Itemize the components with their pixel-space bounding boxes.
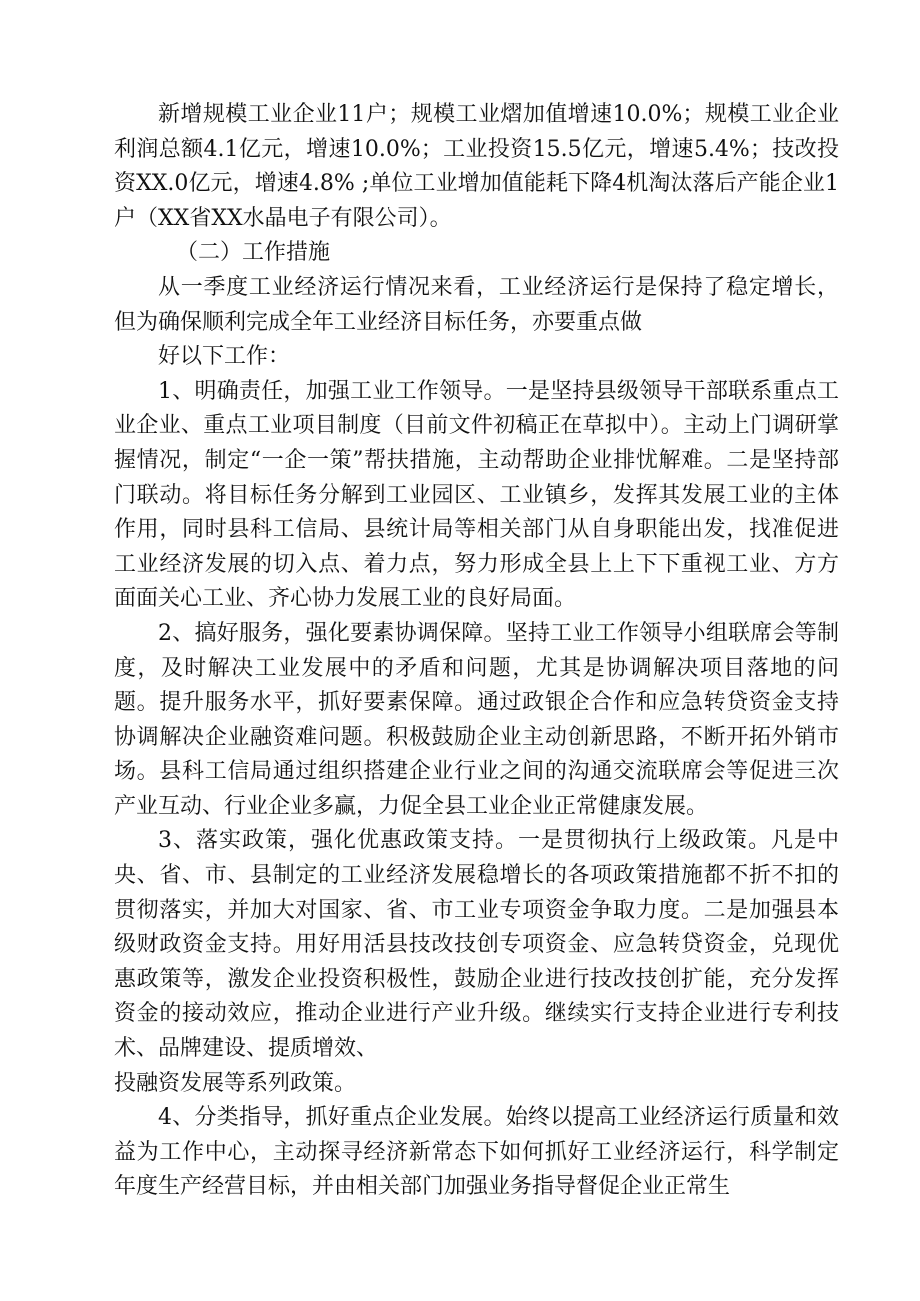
document-body bbox=[114, 98, 839, 1205]
paragraph-overview: 从一季度工业经济运行情况来看，工业经济运行是保持了稳定增长，但为确保顺利完成全年工业经济目标任务，亦要重点做 bbox=[114, 274, 839, 335]
paragraph-targets: 新增规模工业企业11户；规模工业熠加值增速10.0%；规模工业企业利润总额4.1亿元，增速10.0%；工业投资15.5亿元，增速5.4%；技改投资XX.0亿元，增速4.8% ;单位工业增加值能耗下降4机淘汰落后产能企业1户（XX省XX水晶电子有限公司）。 bbox=[114, 102, 839, 231]
paragraph-item-2: 2、搞好服务，强化要素协调保障。坚持工业工作领导小组联席会等制度，及时解决工业发展中的矛盾和问题，尤其是协调解决项目落地的问题。提升服务水平，抓好要素保障。通过政银企合作和应急转贷资金支持协调解决企业融资难问题。积极鼓励企业主动创新思路，不断开拓外销市场。县科工信局通过组织搭建企业行业之间的沟通交流联席会等促进三次产业互动、行业企业多赢，力促全县工业企业正常健康发展。 bbox=[114, 620, 839, 819]
paragraph-item-3: 3、落实政策，强化优惠政策支持。一是贯彻执行上级政策。凡是中央、省、市、县制定的工业经济发展稳增长的各项政策措施都不折不扣的贯彻落实，并加大对国家、省、市工业专项资金争取力度。二是加强县本级财政资金支持。用好用活县技改技创专项资金、应急转贷资金，兑现优惠政策等，激发企业投资积极性，鼓励企业进行技改技创扩能，充分发挥资金的接动效应，推动企业进行产业升级。继续实行支持企业进行专利技术、品牌建设、提质增效、 bbox=[114, 828, 839, 1062]
paragraph-item-3-continued: 投融资发展等系列政策。 bbox=[114, 1070, 357, 1096]
paragraph-item-4: 4、分类指导，抓好重点企业发展。始终以提高工业经济运行质量和效益为工作中心，主动探寻经济新常态下如何抓好工业经济运行，科学制定年度生产经营目标，并由相关部门加强业务指导督促企业正常生 bbox=[114, 1105, 839, 1200]
paragraph-work-intro: 好以下工作： bbox=[158, 344, 291, 370]
paragraph-item-1: 1、明确责任，加强工业工作领导。一是坚持县级领导干部联系重点工业企业、重点工业项目制度（目前文件初稿正在草拟中）。主动上门调研掌握情况，制定“一企一策”帮扶措施，主动帮助企业排忧解难。二是坚持部门联动。将目标任务分解到工业园区、工业镇乡，发挥其发展工业的主体作用，同时县科工信局、县统计局等相关部门从自身职能出发，找准促进工业经济发展的切入点、着力点，努力形成全县上上下下重视工业、方方面面关心工业、齐心协力发展工业的良好局面。 bbox=[114, 378, 839, 612]
section-heading-measures: （二）工作措施 bbox=[176, 240, 331, 266]
